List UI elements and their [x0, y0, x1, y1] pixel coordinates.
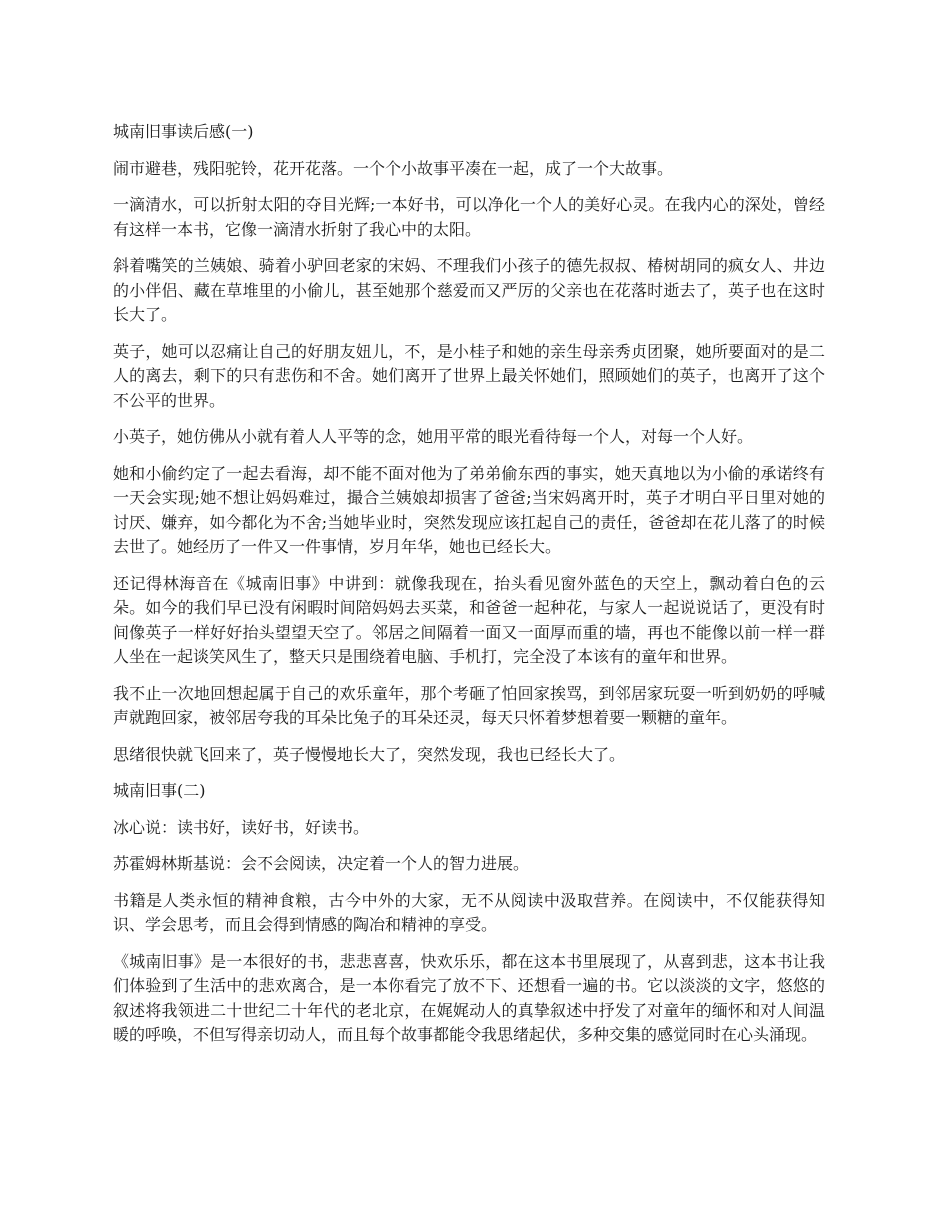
- paragraph: 小英子，她仿佛从小就有着人人平等的念，她用平常的眼光看待每一个人，对每一个人好。: [113, 427, 754, 446]
- section-title-1: 城南旧事读后感(一): [113, 122, 254, 141]
- paragraph: 我不止一次地回想起属于自己的欢乐童年，那个考砸了怕回家挨骂，到邻居家玩耍一听到奶奶的呼喊声就跑回家，被邻居夸我的耳朵比兔子的耳朵还灵，每天只怀着梦想着要一颗糖的童年。: [113, 683, 825, 727]
- section-title-2: 城南旧事(二): [113, 781, 206, 800]
- paragraph: 一滴清水，可以折射太阳的夺目光辉;一本好书，可以净化一个人的美好心灵。在我内心的深处，曾经有这样一本书，它像一滴清水折射了我心中的太阳。: [113, 195, 825, 239]
- paragraph: 闹市避巷，残阳驼铃，花开花落。一个个小故事平凑在一起，成了一个大故事。: [113, 158, 674, 178]
- paragraph: 书籍是人类永恒的精神食粮，古今中外的大家，无不从阅读中汲取营养。在阅读中，不仅能获得知识、学会思考，而且会得到情感的陶冶和精神的享受。: [113, 890, 825, 934]
- paragraph: 苏霍姆林斯基说：会不会阅读，决定着一个人的智力进展。: [113, 854, 530, 873]
- paragraph: 斜着嘴笑的兰姨娘、骑着小驴回老家的宋妈、不理我们小孩子的德先叔叔、椿树胡同的疯女人、井边的小伴侣、藏在草堆里的小偷儿，甚至她那个慈爱而又严厉的父亲也在花落时逝去了，英子也在这时长大了。: [113, 256, 825, 324]
- paragraph: 《城南旧事》是一本很好的书，悲悲喜喜，快欢乐乐，都在这本书里展现了，从喜到悲，这本书让我们体验到了生活中的悲欢离合，是一本你看完了放不下、还想看一遍的书。它以淡淡的文字，悠悠的叙述将我领进二十世纪二十年代的老北京，在娓娓动人的真挚叙述中抒发了对童年的缅怀和对人间温暖的呼唤，不但写得亲切动人，而且每个故事都能令我思绪起伏，多种交集的感觉同时在心头涌现。: [113, 951, 825, 1044]
- document-body: [113, 120, 825, 1060]
- paragraph: 她和小偷约定了一起去看海，却不能不面对他为了弟弟偷东西的事实，她天真地以为小偷的承诺终有一天会实现;她不想让妈妈难过，撮合兰姨娘却损害了爸爸;当宋妈离开时，英子才明白平日里对她的讨厌、嫌弃，如今都化为不舍;当她毕业时，突然发现应该扛起自己的责任，爸爸却在花儿落了的时候去世了。她经历了一件又一件事情，岁月年华，她也已经长大。: [113, 463, 825, 556]
- paragraph: 思绪很快就飞回来了，英子慢慢地长大了，突然发现，我也已经长大了。: [113, 744, 626, 764]
- paragraph: 英子，她可以忍痛让自己的好朋友妞儿，不，是小桂子和她的亲生母亲秀贞团聚，她所要面对的是二人的离去，剩下的只有悲伤和不舍。她们离开了世界上最关怀她们，照顾她们的英子，也离开了这个不公平的世界。: [113, 341, 825, 410]
- paragraph: 还记得林海音在《城南旧事》中讲到：就像我现在，抬头看见窗外蓝色的天空上，飘动着白色的云朵。如今的我们早已没有闲暇时间陪妈妈去买菜，和爸爸一起种花，与家人一起说说话了，更没有时间像英子一样好好抬头望望天空了。邻居之间隔着一面又一面厚而重的墙，再也不能像以前一样一群人坐在一起谈笑风生了，整天只是围绕着电脑、手机打，完全没了本该有的童年和世界。: [113, 573, 825, 666]
- paragraph: 冰心说：读书好，读好书，好读书。: [113, 817, 370, 837]
